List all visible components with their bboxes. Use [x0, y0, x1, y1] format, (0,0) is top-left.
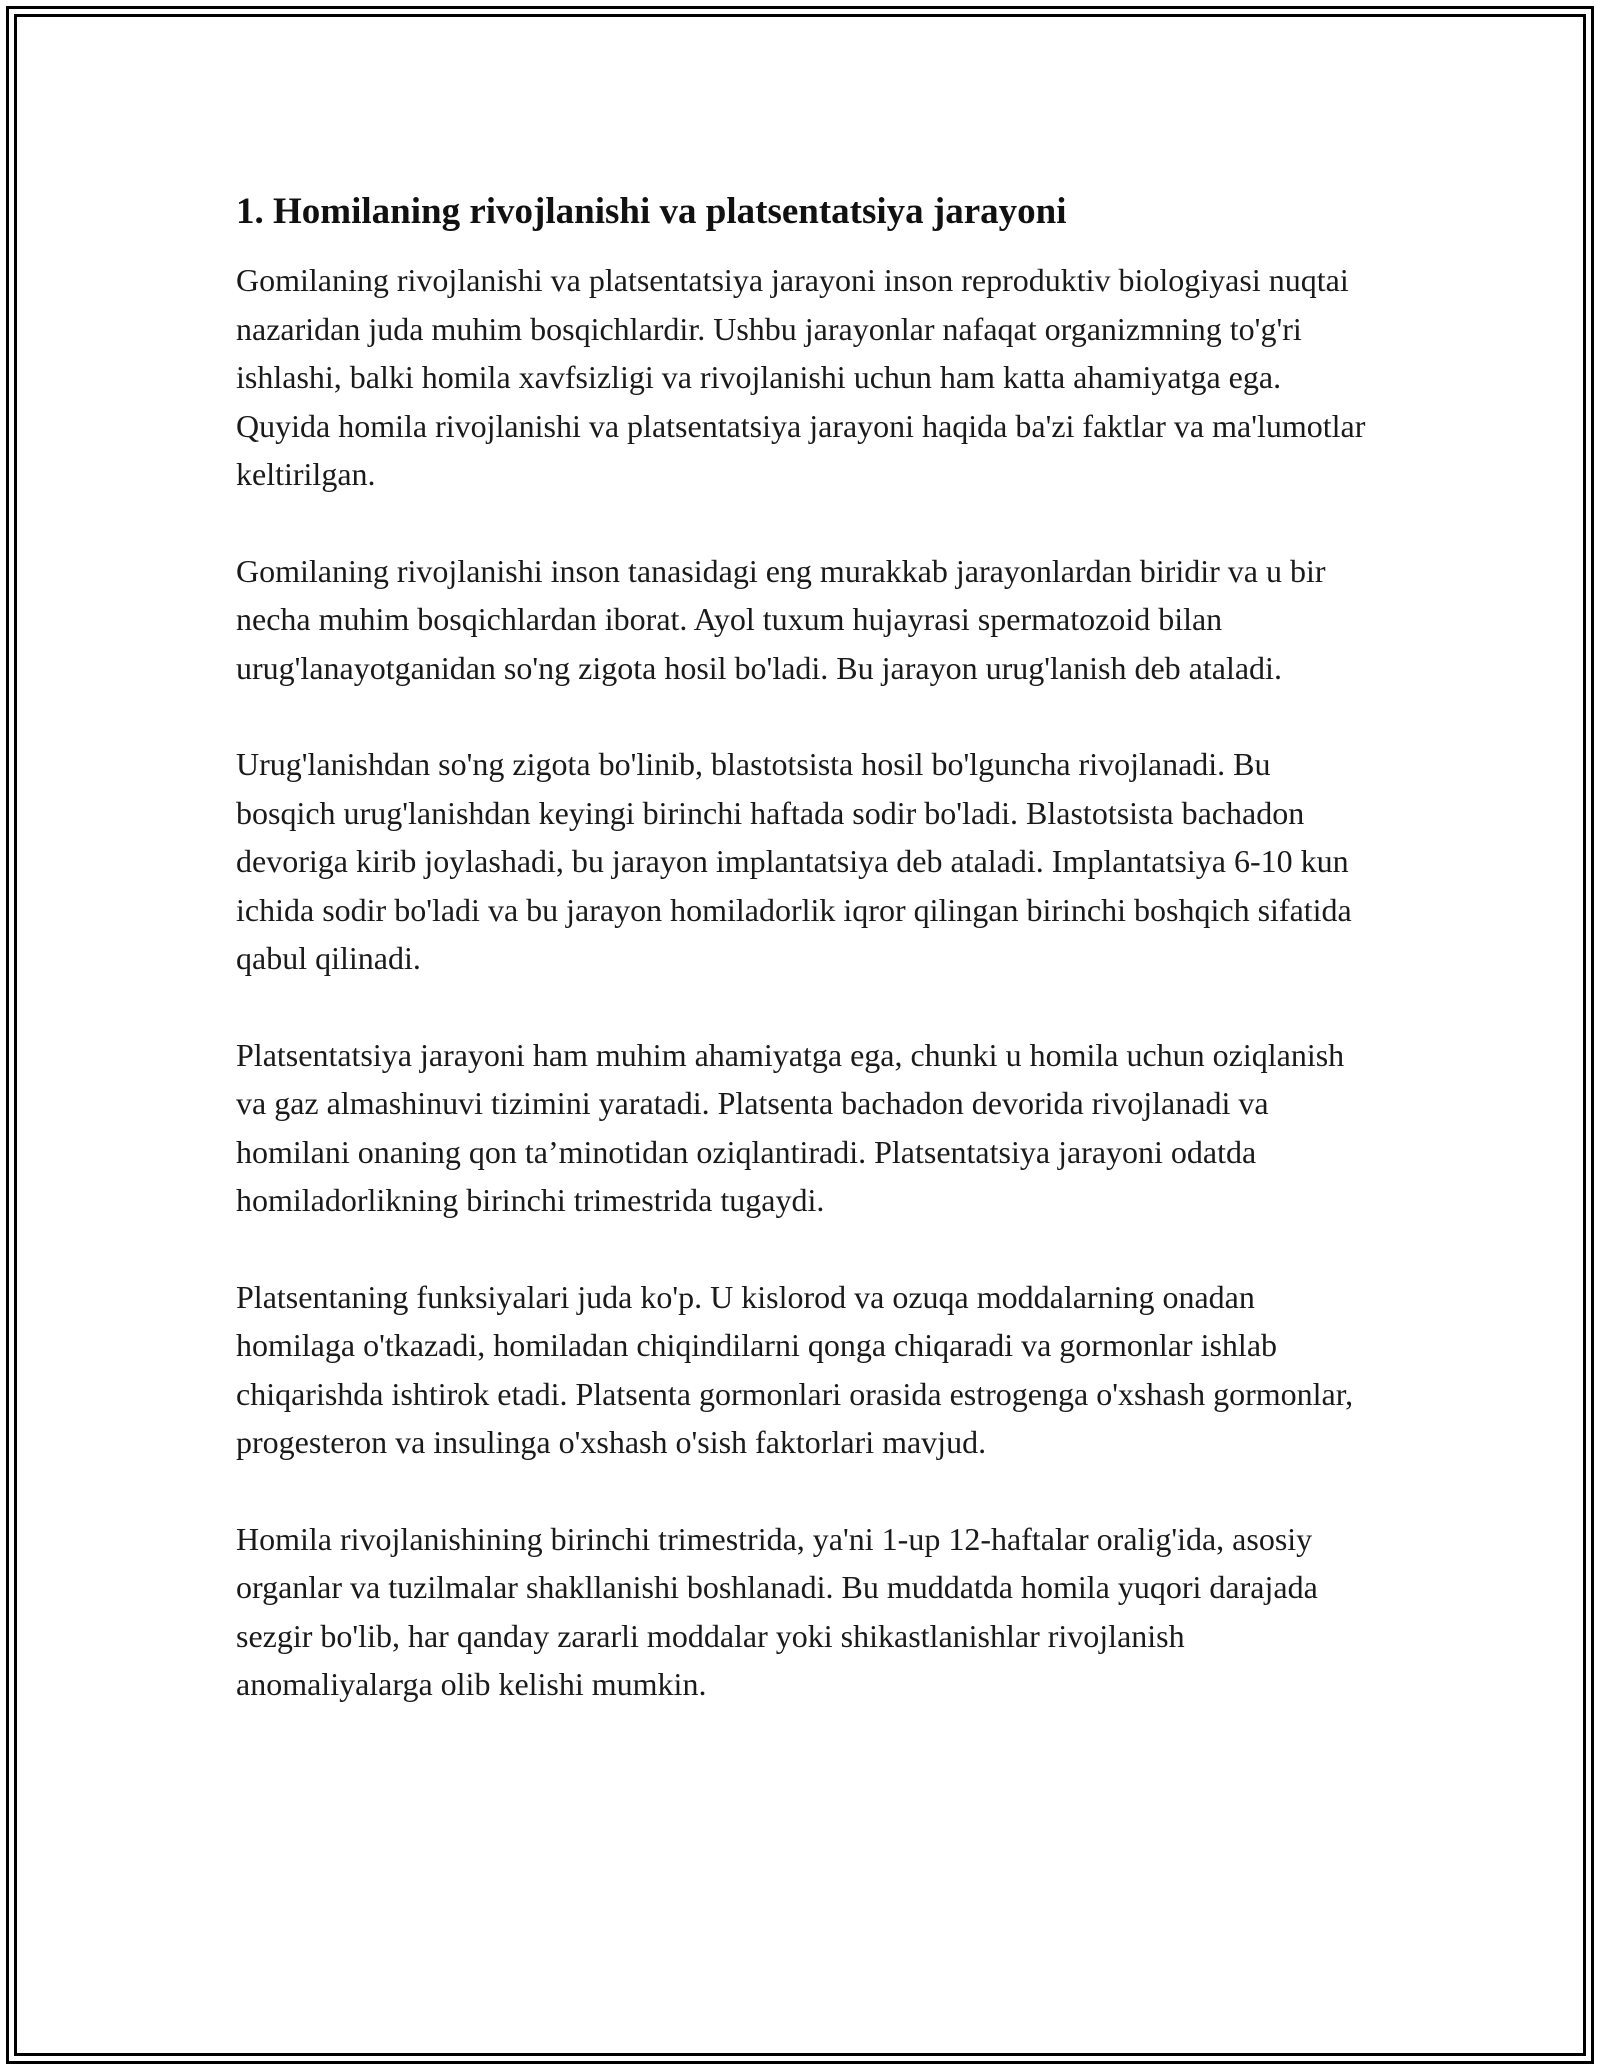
paragraph-placenta-functions: Platsentaning funksiyalari juda ko'p. U kislorod va ozuqa moddalarning onadan homilaga o'tkazadi, homiladan chiqindilarni qonga chiqaradi va gormonlar ishlab chiqarishda ishtirok etadi. Platsenta gormonlari orasida estrogenga o'xshash gormonlar, progesteron va insulinga o'xshash o'sish faktorlari mavjud. [236, 1278, 1354, 1460]
paragraph-placentation: Platsentatsiya jarayoni ham muhim ahamiyatga ega, chunki u homila uchun oziqlanish va gaz almashinuvi tizimini yaratadi. Platsenta bachadon devorida rivojlanadi va homilani onaning qon ta’minotidan oziqlantiradi. Platsentatsiya jarayoni odatda homiladorlikning birinchi trimestrida tugaydi. [236, 1036, 1345, 1218]
paragraph-fertilization: Gomilaning rivojlanishi inson tanasidagi eng murakkab jarayonlardan biridir va u bir necha muhim bosqichlardan iborat. Ayol tuxum hujayrasi spermatozoid bilan urug'lanayotganidan so'ng zigota hosil bo'ladi. Bu jarayon urug'lanish deb ataladi. [236, 552, 1326, 686]
paragraph-implantation: Urug'lanishdan so'ng zigota bo'linib, blastotsista hosil bo'lguncha rivojlanadi. Bu bosqich urug'lanishdan keyingi birinchi haftada sodir bo'ladi. Blastotsista bachadon devoriga kirib joylashadi, bu jarayon implantatsiya deb ataladi. Implantatsiya 6-10 kun ichida sodir bo'ladi va bu jarayon homiladorlik iqror qilingan birinchi boshqich sifatida qabul qilinadi. [236, 746, 1352, 976]
document-body [236, 188, 1376, 1757]
paragraph-intro: Gomilaning rivojlanishi va platsentatsiya jarayoni inson reproduktiv biologiyasi nuqtai nazaridan juda muhim bosqichlardir. Ushbu jarayonlar nafaqat organizmning to'g'ri ishlashi, balki homila xavfsizligi va rivojlanishi uchun ham katta ahamiyatga ega. Quyida homila rivojlanishi va platsentatsiya jarayoni haqida ba'zi faktlar va ma'lumotlar keltirilgan. [236, 262, 1366, 492]
paragraph-first-trimester: Homila rivojlanishining birinchi trimestrida, ya'ni 1-up 12-haftalar oralig'ida, asosiy organlar va tuzilmalar shakllanishi boshlanadi. Bu muddatda homila yuqori darajada sezgir bo'lib, har qanday zararli moddalar yoki shikastlanishlar rivojlanish anomaliyalarga olib kelishi mumkin. [236, 1520, 1318, 1702]
section-heading: 1. Homilaning rivojlanishi va platsentatsiya jarayoni [236, 191, 1067, 232]
